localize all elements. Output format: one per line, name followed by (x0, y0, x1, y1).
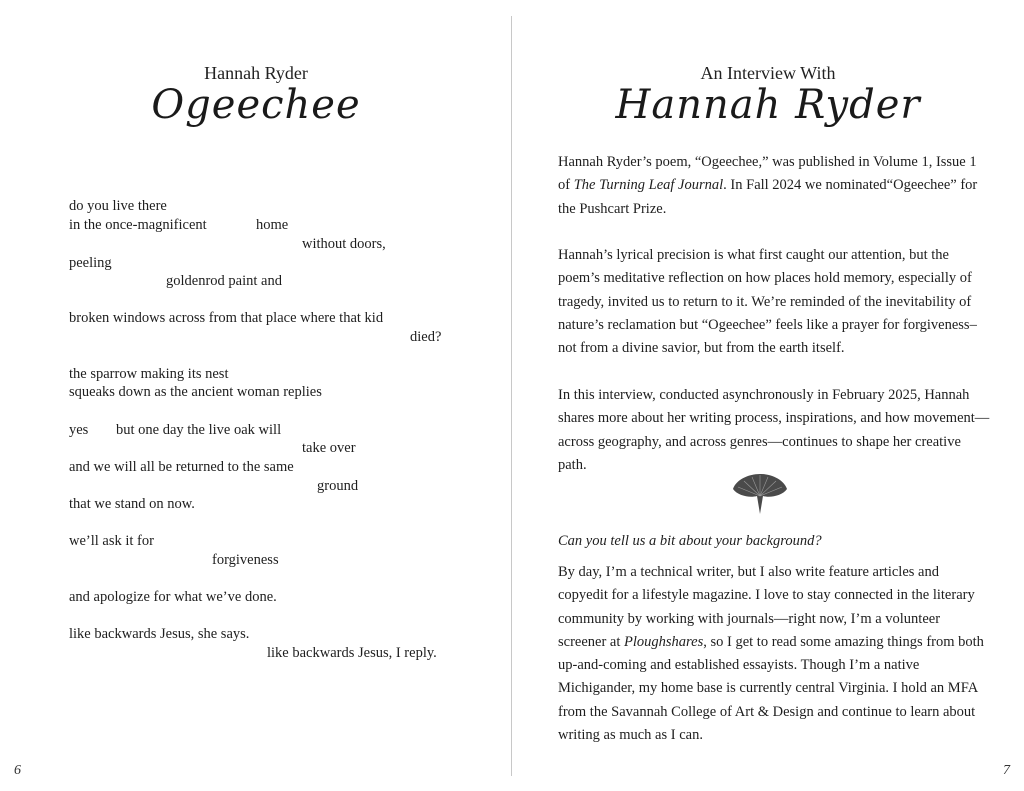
poem-line: that we stand on now. (69, 496, 195, 512)
poem-line: take over (302, 440, 356, 456)
ginkgo-leaf-icon (730, 472, 790, 516)
poem-title: Ogeechee (151, 82, 361, 128)
page-number: 6 (14, 763, 21, 778)
poem-line: in the once-magnificent (69, 217, 207, 233)
journal-name: The Turning Leaf Journal (573, 177, 724, 194)
poem-line: ground (317, 478, 359, 494)
poem-line: goldenrod paint and (166, 273, 282, 289)
poem-line: peeling (69, 255, 112, 271)
intro-paragraph-3: In this interview, conducted asynchronously in February 2025, Hannah shares more about her writing process, inspirations, and how movement—across geography, and across genres—continues to shape her creative path. (558, 387, 990, 473)
poem-line: without doors, (302, 236, 386, 252)
page-number: 7 (1003, 763, 1010, 778)
poem-line: like backwards Jesus, I reply. (267, 645, 437, 661)
interview-question: Can you tell us a bit about your background? (558, 533, 822, 549)
interview-answer: By day, I’m a technical writer, but I also write feature articles and copyedit for a lifestyle magazine. I love to stay connected in the literary community by working with journals—right now, I’m a volunteer screener at Ploughshares, so I get to read some amazing things from both up-and-coming and established essayists. Though I’m a native Michigander, my home base is currently central Virginia. I hold an MFA from the Savannah College of Art & Design and continue to learn about writing as much as I can. (558, 564, 984, 744)
right-page (512, 0, 1024, 791)
poem-line: the sparrow making its nest (69, 366, 229, 382)
interview-heading: An Interview With (700, 63, 836, 83)
poem-author: Hannah Ryder (204, 63, 308, 83)
interviewee-name: Hannah Ryder (615, 82, 921, 128)
poem-line: died? (410, 329, 442, 345)
poem-line: we’ll ask it for (69, 533, 154, 549)
poem-line: but one day the live oak will (116, 422, 282, 438)
poem-line: broken windows across from that place where that kid (69, 310, 384, 326)
poem-line: home (256, 217, 289, 233)
poem-line: and apologize for what we’ve done. (69, 589, 277, 605)
poem-line: forgiveness (212, 552, 279, 568)
intro-paragraph-2: Hannah’s lyrical precision is what first caught our attention, but the poem’s meditative reflection on how places hold memory, especially of tragedy, invited us to return to it. We’re reminded of the inevitability of nature’s reclamation but “Ogeechee” feels like a prayer for forgiveness–not from a divine savior, but from the earth itself. (558, 247, 977, 357)
poem-line: do you live there (69, 198, 167, 214)
publication-name: Ploughshares (624, 633, 704, 650)
poem-line: and we will all be returned to the same (69, 459, 294, 475)
poem-line: like backwards Jesus, she says. (69, 626, 250, 642)
poem-line: yes (69, 422, 89, 438)
poem-line: squeaks down as the ancient woman replies (69, 384, 322, 400)
intro-paragraph-1: Hannah Ryder’s poem, “Ogeechee,” was published in Volume 1, Issue 1 of The Turning Leaf Journal. In Fall 2024 we nominated“Ogeechee” for the Pushcart Prize. (558, 154, 978, 217)
